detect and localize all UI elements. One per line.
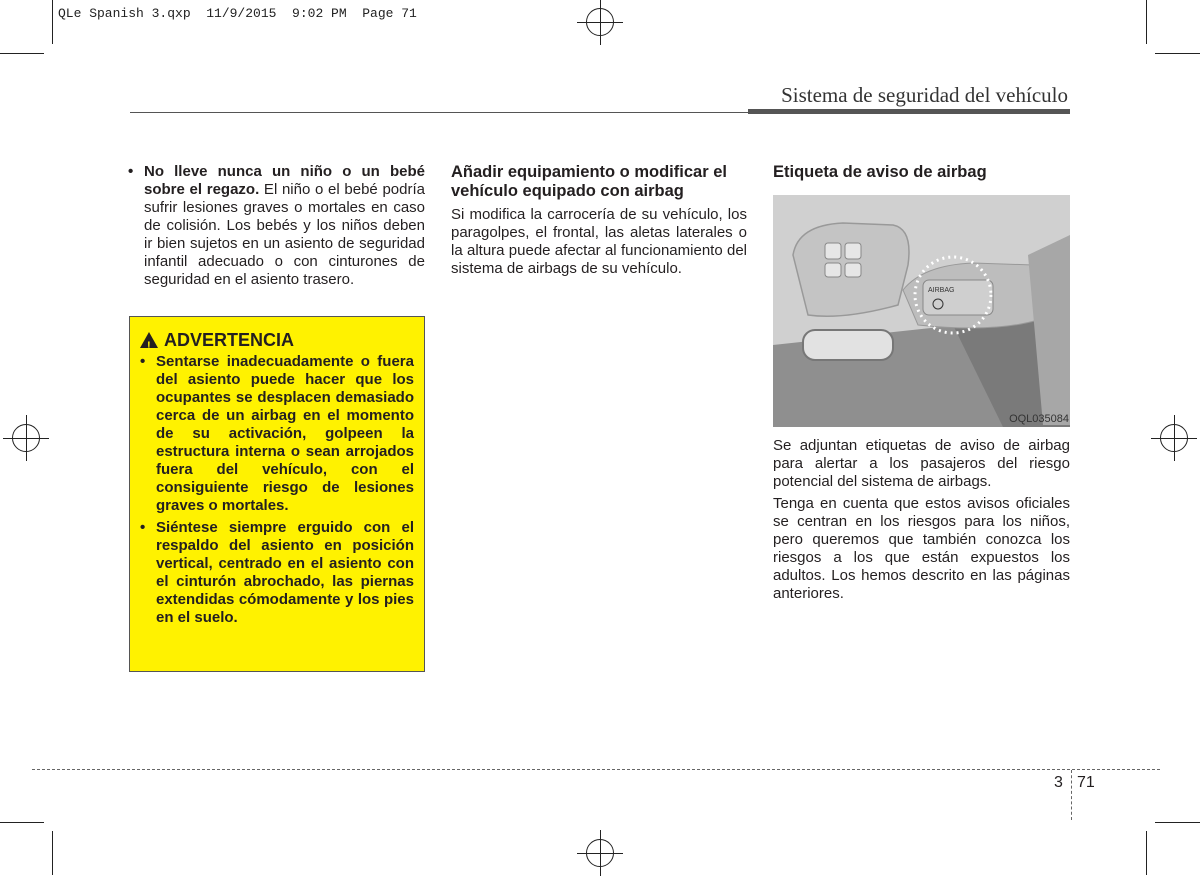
warning-box [129,316,425,672]
child-lap-bullet [128,163,425,289]
registration-mark-icon [12,424,40,452]
section-heading: Añadir equipamiento o modificar el vehículo equipado con airbag [451,163,727,200]
registration-mark-icon [586,8,614,36]
airbag-label-photo [773,195,1070,427]
photo-label-text: AIRBAG [928,287,955,294]
footer-dashed-rule [32,769,1160,770]
registration-mark-icon [586,839,614,867]
bullet-icon: • [128,163,134,180]
column-3 [773,163,1070,182]
photo-caption: OQL035084 [1009,413,1069,425]
warning-item [140,519,414,627]
header-rule [130,112,750,113]
crop-mark [52,0,53,44]
page-number: 71 [1077,774,1095,791]
crop-mark [52,831,53,875]
section-heading: Etiqueta de aviso de airbag [773,163,987,181]
crop-mark [1146,0,1147,44]
crop-mark [1146,831,1147,875]
warning-item-text: Sentarse inadecuadamente o fuera del asiento puede hacer que los ocupantes se desplacen demasiado cerca de un airbag en el momento de su activación, golpeen la estructura interna o sean arrojados fuera del vehículo, con el consiguiente riesgo de lesiones graves o mortales. [156,353,414,514]
page-header-title: Sistema de seguridad del vehículo [781,83,1068,107]
header-rule-thick [748,109,1070,114]
warning-item-text: Siéntese siempre erguido con el respaldo del asiento en posición vertical, centrado en el asiento con el cinturón abrochado, las piernas extendidas cómodamente y los pies en el suelo. [156,519,414,626]
column-2 [451,163,747,278]
warning-title [140,329,414,351]
footer-dashed-divider [1071,770,1072,820]
bullet-bold-text: No lleve nunca un niño o un bebé sobre el regazo. [144,163,425,198]
crop-mark [0,822,44,823]
chapter-number: 3 [1054,774,1063,791]
crop-mark [1155,822,1200,823]
section-paragraph: Tenga en cuenta que estos avisos oficiales se centran en los riesgos para los niños, pero queremos que también conozca los riesgos a los que están expuestos los adultos. Los hemos descrito en las páginas anteriores. [773,495,1070,602]
print-slug: QLe Spanish 3.qxp 11/9/2015 9:02 PM Page 71 [58,6,417,21]
column-1 [128,163,425,289]
section-paragraph: Si modifica la carrocería de su vehículo, los paragolpes, el frontal, las aletas laterales o la altura puede afectar al funcionamiento del sistema de airbags de su vehículo. [451,206,747,277]
crop-mark [1155,53,1200,54]
bullet-icon: • [140,353,146,370]
warning-triangle-icon: ! [140,332,158,348]
column-3-text [773,437,1070,603]
warning-title-text: ADVERTENCIA [164,330,295,350]
bullet-icon: • [140,519,146,536]
bullet-text: El niño o el bebé podría sufrir lesiones graves o mortales en caso de colisión. Los bebés y los niños deben ir bien sujetos en un asiento de seguridad infantil adecuado o con cinturones de seguridad en el asiento trasero. [144,181,425,288]
crop-mark [0,53,44,54]
warning-item [140,353,414,515]
section-paragraph: Se adjuntan etiquetas de aviso de airbag para alertar a los pasajeros del riesgo potencial del sistema de airbags. [773,437,1070,490]
registration-mark-icon [1160,424,1188,452]
